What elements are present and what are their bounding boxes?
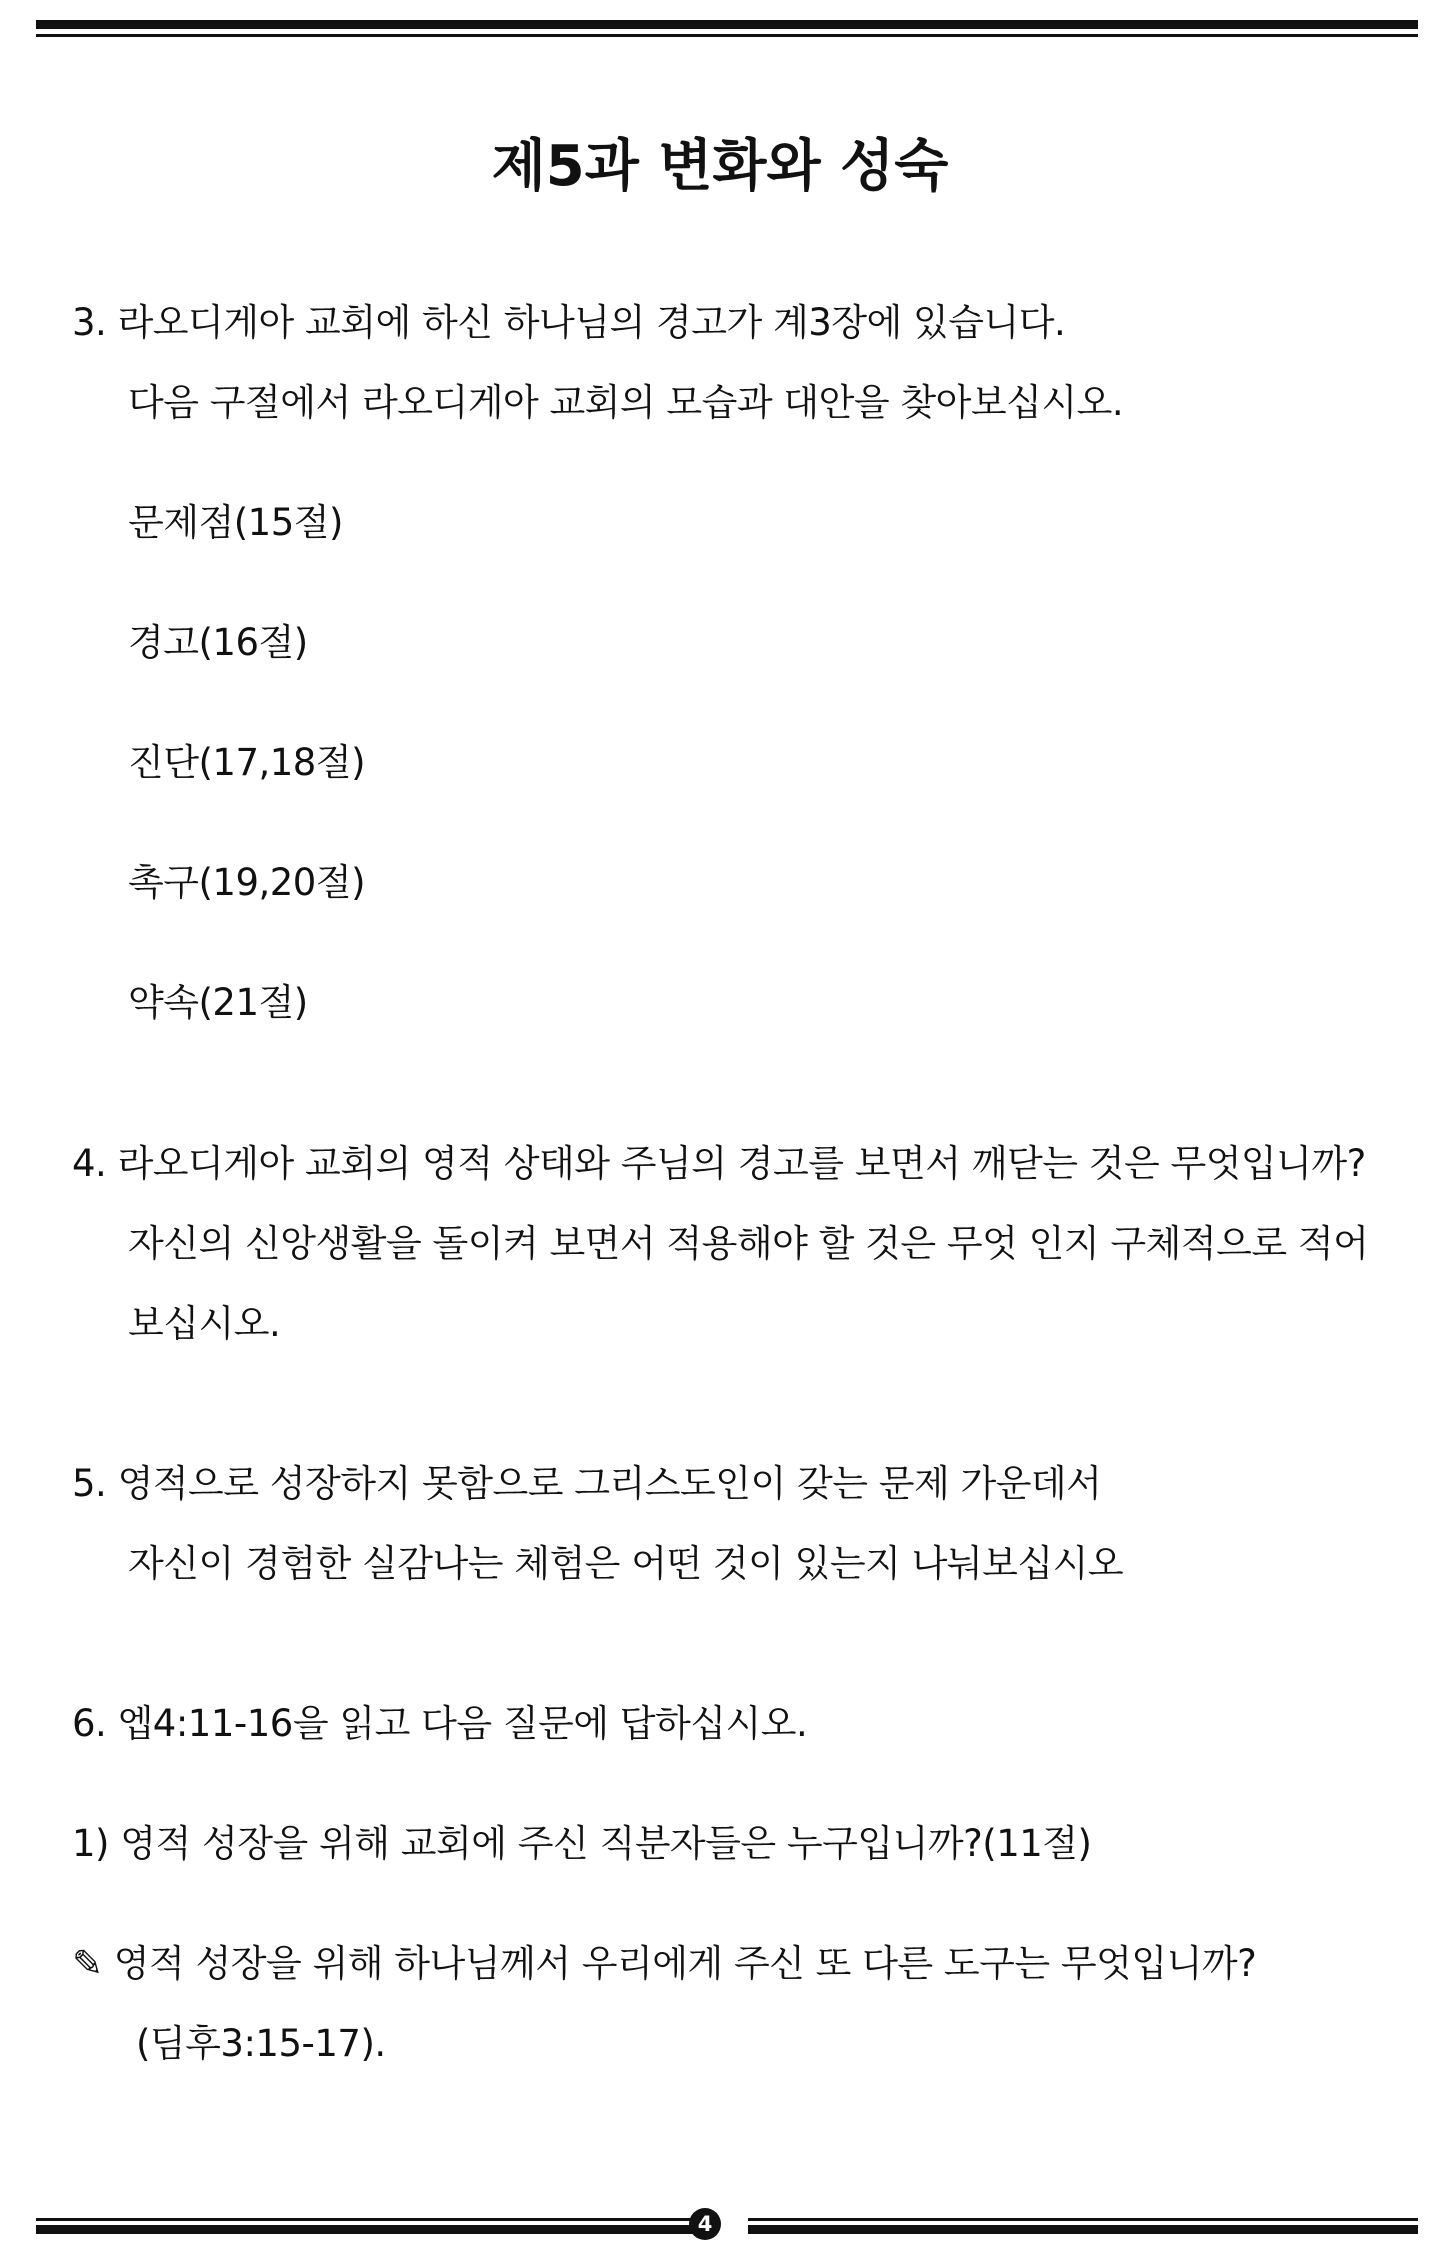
question-6-line-1: 6. 엡4:11-16을 읽고 다음 질문에 답하십시오. xyxy=(72,1702,808,1745)
q3-item-exhortation: 촉구(19,20절) xyxy=(128,861,366,904)
question-3-line-1: 3. 라오디게아 교회에 하신 하나님의 경고가 계3장에 있습니다. xyxy=(72,301,1066,344)
question-5-line-1: 5. 영적으로 성장하지 못함으로 그리스도인이 갖는 문제 가운데서 xyxy=(72,1462,1102,1505)
question-6-sub-2-reference: (딤후3:15-17). xyxy=(136,2022,386,2065)
question-4-line-2: 자신의 신앙생활을 돌이켜 보면서 적용해야 할 것은 무엇 인지 구체적으로 적어 xyxy=(128,1222,1369,1265)
question-6-sub-1: 1) 영적 성장을 위해 교회에 주신 직분자들은 누구입니까?(11절) xyxy=(72,1822,1092,1865)
q3-item-promise: 약속(21절) xyxy=(128,981,308,1024)
page-number-badge: 4 xyxy=(689,2208,721,2240)
q3-item-problem: 문제점(15절) xyxy=(128,501,343,544)
question-6-sub-2: ✎ 영적 성장을 위해 하나님께서 우리에게 주신 또 다른 도구는 무엇입니까? xyxy=(72,1942,1257,1985)
question-4-line-3: 보십시오. xyxy=(128,1302,281,1345)
q3-item-warning: 경고(16절) xyxy=(128,621,308,664)
bottom-border-rule xyxy=(36,2216,1418,2238)
q3-item-diagnosis: 진단(17,18절) xyxy=(128,741,366,784)
top-border-rule xyxy=(36,20,1418,40)
page-title: 제5과 변화와 성숙 xyxy=(491,134,949,199)
question-4-line-1: 4. 라오디게아 교회의 영적 상태와 주님의 경고를 보면서 깨닫는 것은 무엇입니까? xyxy=(72,1142,1366,1185)
question-3-line-2: 다음 구절에서 라오디게아 교회의 모습과 대안을 찾아보십시오. xyxy=(128,381,1124,424)
question-5-line-2: 자신이 경험한 실감나는 체험은 어떤 것이 있는지 나눠보십시오 xyxy=(128,1542,1124,1585)
